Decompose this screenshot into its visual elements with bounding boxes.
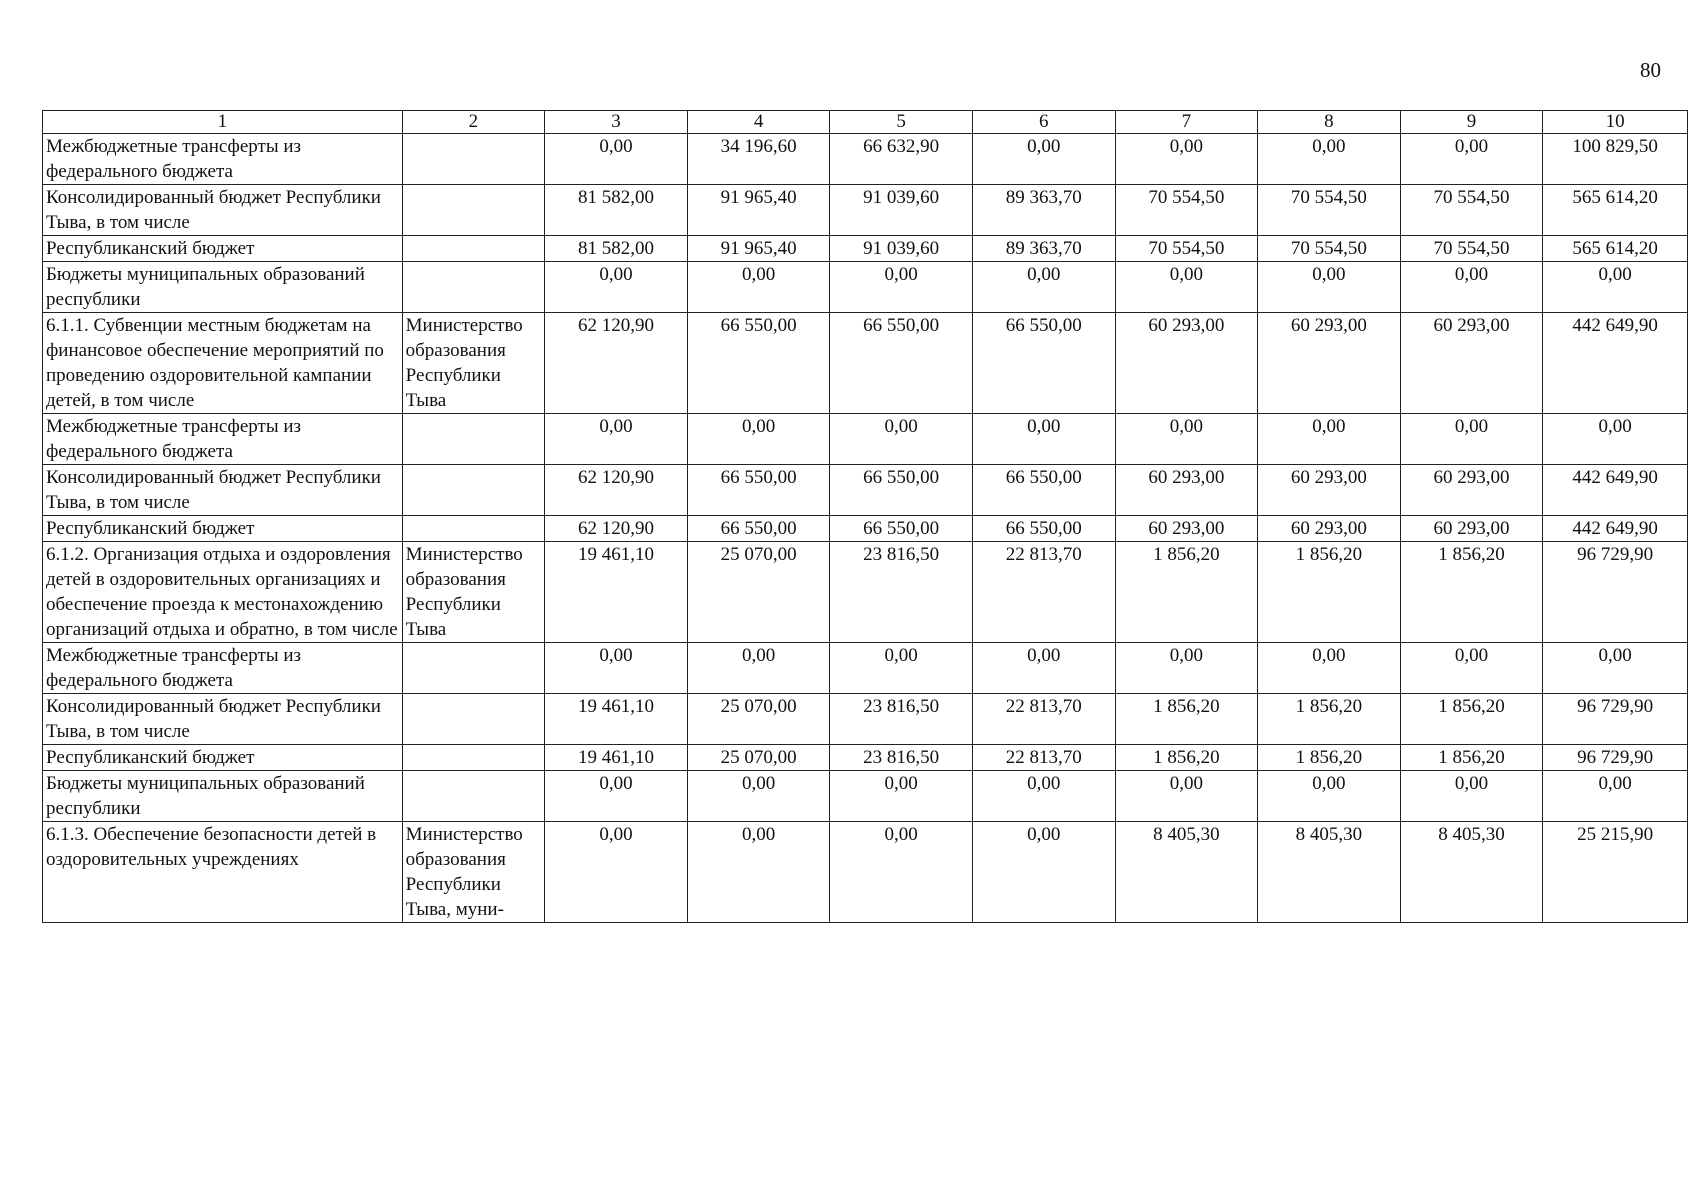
row-value: 100 829,50 [1543,134,1688,185]
row-value: 442 649,90 [1543,313,1688,414]
row-value: 0,00 [545,771,688,822]
row-value: 0,00 [1115,134,1258,185]
row-value: 565 614,20 [1543,185,1688,236]
row-value: 0,00 [972,822,1115,923]
row-value: 0,00 [545,262,688,313]
row-value: 66 550,00 [687,465,830,516]
row-value: 1 856,20 [1400,542,1543,643]
row-value: 0,00 [830,771,973,822]
row-value: 60 293,00 [1115,313,1258,414]
row-value: 8 405,30 [1400,822,1543,923]
row-value: 60 293,00 [1258,516,1401,542]
row-value: 22 813,70 [972,542,1115,643]
row-value: 19 461,10 [545,745,688,771]
table-row [43,516,1688,542]
table-row [43,771,1688,822]
row-value: 0,00 [972,262,1115,313]
row-value: 0,00 [830,262,973,313]
row-value: 0,00 [1400,262,1543,313]
row-description: Межбюджетные трансферты из федерального бюджета [43,643,403,694]
row-value: 0,00 [1543,262,1688,313]
row-value: 0,00 [545,643,688,694]
row-description: 6.1.1. Субвенции местным бюджетам на финансовое обеспечение мероприятий по проведению оздоровительной кампании детей, в том числе [43,313,403,414]
row-value: 0,00 [1400,134,1543,185]
row-value: 23 816,50 [830,745,973,771]
row-value: 0,00 [1400,643,1543,694]
row-value: 0,00 [972,771,1115,822]
row-value: 0,00 [545,134,688,185]
row-value: 0,00 [687,771,830,822]
row-value: 89 363,70 [972,236,1115,262]
row-description: Консолидированный бюджет Республики Тыва, в том числе [43,185,403,236]
row-value: 0,00 [545,414,688,465]
row-description: 6.1.3. Обеспечение безопасности детей в оздоровительных учреждениях [43,822,403,923]
row-value: 565 614,20 [1543,236,1688,262]
row-value: 0,00 [687,822,830,923]
table-row [43,745,1688,771]
row-value: 1 856,20 [1115,745,1258,771]
row-value: 0,00 [1115,262,1258,313]
table-row [43,236,1688,262]
row-value: 0,00 [687,262,830,313]
row-value: 1 856,20 [1258,694,1401,745]
row-value: 66 550,00 [972,313,1115,414]
row-value: 22 813,70 [972,745,1115,771]
row-value: 70 554,50 [1115,236,1258,262]
row-value: 60 293,00 [1258,313,1401,414]
row-value: 0,00 [1258,134,1401,185]
row-executor [402,185,545,236]
row-value: 0,00 [1400,771,1543,822]
row-executor [402,745,545,771]
table-row [43,414,1688,465]
row-value: 66 550,00 [687,516,830,542]
row-executor [402,643,545,694]
row-value: 0,00 [1258,414,1401,465]
row-value: 66 632,90 [830,134,973,185]
row-executor: Министерство образования Республики Тыва [402,313,545,414]
row-value: 89 363,70 [972,185,1115,236]
row-value: 66 550,00 [972,465,1115,516]
row-value: 0,00 [1115,414,1258,465]
row-value: 0,00 [972,414,1115,465]
row-value: 25 070,00 [687,542,830,643]
column-number: 7 [1115,111,1258,134]
row-value: 1 856,20 [1258,745,1401,771]
row-value: 8 405,30 [1258,822,1401,923]
row-value: 60 293,00 [1400,516,1543,542]
row-value: 66 550,00 [830,516,973,542]
column-number: 5 [830,111,973,134]
row-value: 19 461,10 [545,542,688,643]
row-value: 0,00 [830,414,973,465]
row-value: 25 070,00 [687,694,830,745]
row-executor [402,236,545,262]
row-value: 1 856,20 [1115,694,1258,745]
column-number: 8 [1258,111,1401,134]
row-value: 0,00 [1543,643,1688,694]
row-value: 96 729,90 [1543,694,1688,745]
table-row [43,694,1688,745]
column-number: 2 [402,111,545,134]
row-value: 34 196,60 [687,134,830,185]
row-value: 0,00 [1400,414,1543,465]
row-value: 1 856,20 [1400,745,1543,771]
row-value: 0,00 [1115,643,1258,694]
column-number: 1 [43,111,403,134]
row-description: Консолидированный бюджет Республики Тыва, в том числе [43,694,403,745]
column-number: 10 [1543,111,1688,134]
row-value: 70 554,50 [1400,185,1543,236]
column-number-row [43,111,1688,134]
row-value: 62 120,90 [545,313,688,414]
row-executor [402,262,545,313]
row-value: 62 120,90 [545,465,688,516]
row-value: 1 856,20 [1258,542,1401,643]
row-value: 8 405,30 [1115,822,1258,923]
row-value: 19 461,10 [545,694,688,745]
row-description: Республиканский бюджет [43,236,403,262]
row-executor [402,134,545,185]
row-description: Межбюджетные трансферты из федерального бюджета [43,414,403,465]
row-description: Бюджеты муниципальных образований республики [43,262,403,313]
row-value: 91 965,40 [687,185,830,236]
row-executor [402,465,545,516]
row-value: 66 550,00 [830,313,973,414]
row-value: 0,00 [1258,771,1401,822]
row-value: 81 582,00 [545,185,688,236]
row-value: 70 554,50 [1258,185,1401,236]
row-value: 0,00 [972,134,1115,185]
row-value: 66 550,00 [972,516,1115,542]
row-value: 0,00 [1258,643,1401,694]
row-value: 0,00 [972,643,1115,694]
row-description: 6.1.2. Организация отдыха и оздоровления детей в оздоровительных организациях и обеспечение проезда к местонахождению организаций отдыха и обратно, в том числе [43,542,403,643]
row-value: 0,00 [545,822,688,923]
row-value: 0,00 [687,414,830,465]
row-executor: Министерство образования Республики Тыва, муни- [402,822,545,923]
row-value: 0,00 [1258,262,1401,313]
column-number: 6 [972,111,1115,134]
row-value: 62 120,90 [545,516,688,542]
row-executor [402,771,545,822]
row-value: 442 649,90 [1543,516,1688,542]
row-value: 0,00 [830,643,973,694]
row-description: Республиканский бюджет [43,745,403,771]
row-description: Бюджеты муниципальных образований республики [43,771,403,822]
table-row [43,643,1688,694]
row-value: 25 215,90 [1543,822,1688,923]
row-value: 60 293,00 [1115,465,1258,516]
row-value: 66 550,00 [687,313,830,414]
row-value: 70 554,50 [1258,236,1401,262]
row-value: 70 554,50 [1115,185,1258,236]
row-value: 91 965,40 [687,236,830,262]
row-value: 22 813,70 [972,694,1115,745]
column-number: 9 [1400,111,1543,134]
row-description: Консолидированный бюджет Республики Тыва, в том числе [43,465,403,516]
row-executor [402,414,545,465]
table-row [43,822,1688,923]
row-value: 60 293,00 [1400,313,1543,414]
row-value: 60 293,00 [1258,465,1401,516]
table-row [43,185,1688,236]
page-number: 80 [1640,58,1661,82]
row-value: 96 729,90 [1543,542,1688,643]
column-number: 3 [545,111,688,134]
table-row [43,465,1688,516]
row-value: 91 039,60 [830,185,973,236]
table-row [43,134,1688,185]
budget-table [42,110,1688,923]
row-value: 0,00 [830,822,973,923]
row-description: Республиканский бюджет [43,516,403,542]
row-value: 23 816,50 [830,542,973,643]
row-value: 0,00 [1543,771,1688,822]
row-value: 60 293,00 [1400,465,1543,516]
row-value: 81 582,00 [545,236,688,262]
table-row [43,262,1688,313]
row-value: 23 816,50 [830,694,973,745]
row-executor [402,516,545,542]
row-value: 25 070,00 [687,745,830,771]
row-value: 96 729,90 [1543,745,1688,771]
row-value: 0,00 [1543,414,1688,465]
row-value: 91 039,60 [830,236,973,262]
row-executor [402,694,545,745]
column-number: 4 [687,111,830,134]
row-value: 0,00 [1115,771,1258,822]
table-row [43,313,1688,414]
row-value: 70 554,50 [1400,236,1543,262]
row-value: 442 649,90 [1543,465,1688,516]
row-description: Межбюджетные трансферты из федерального бюджета [43,134,403,185]
row-value: 1 856,20 [1115,542,1258,643]
row-value: 1 856,20 [1400,694,1543,745]
row-value: 66 550,00 [830,465,973,516]
row-value: 60 293,00 [1115,516,1258,542]
row-executor: Министерство образования Республики Тыва [402,542,545,643]
table-row [43,542,1688,643]
row-value: 0,00 [687,643,830,694]
